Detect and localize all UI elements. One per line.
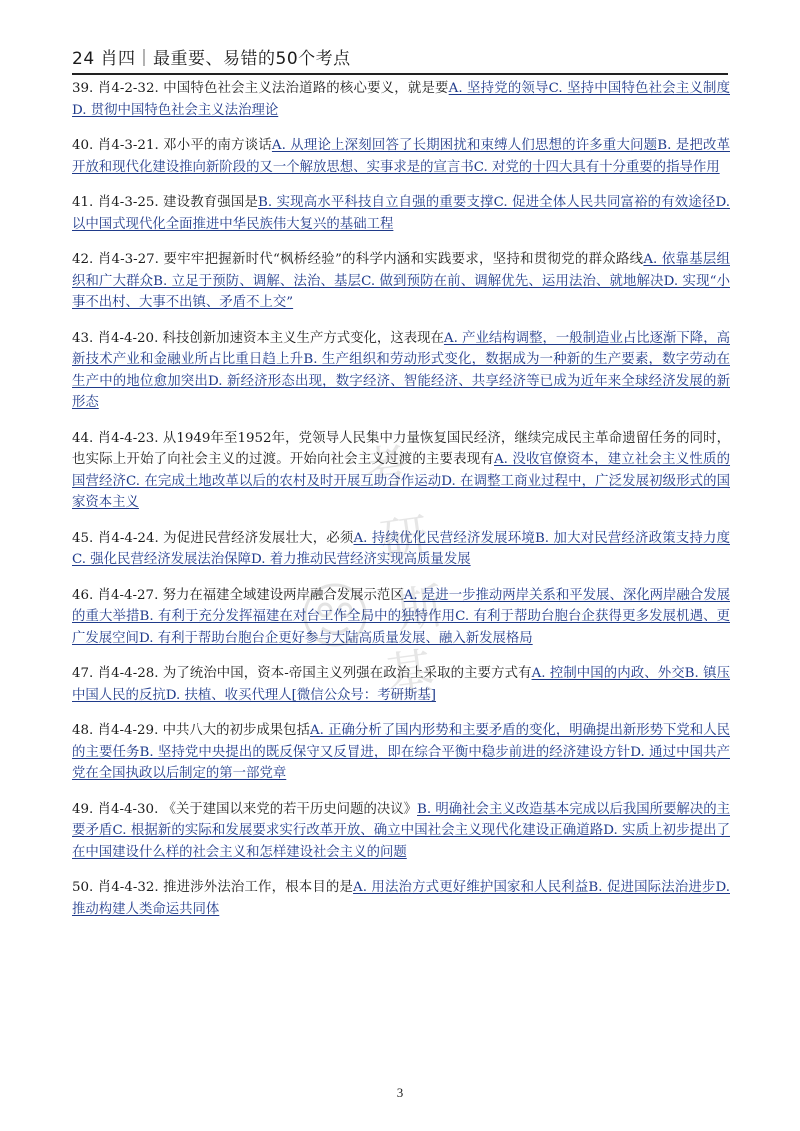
question-answer: A. 是进一步推动两岸关系和平发展、深化两岸融合发展的重大举措B. 有利于充分发挥福建在对台工作全局中的独特作用C. 有利于帮助台胞台企获得更多发展机遇、更广发展空间D. 有利于帮助台胞台企更好参与大陆高质量发展、融入新发展格局	[72, 587, 730, 646]
question-answer: A. 控制中国的内政、外交B. 镇压中国人民的反抗D. 扶植、收买代理人[微信公众号：考研斯基]	[72, 666, 731, 703]
question-answer: A. 从理论上深刻回答了长期困扰和束缚人们思想的许多重大问题B. 是把改革开放和现代化建设推向新阶段的又一个解放思想、实事求是的宣言书C. 对党的十四大具有十分重要的指导作用	[72, 138, 730, 175]
question-number: 47.	[72, 666, 94, 681]
question-item	[72, 328, 730, 414]
question-item	[72, 877, 730, 920]
question-item	[72, 249, 730, 314]
question-answer: A. 正确分析了国内形势和主要矛盾的变化，明确提出新形势下党和人民的主要任务B. 坚持党中央提出的既反保守又反冒进，即在综合平衡中稳步前进的经济建设方针D. 通过中国共产党在全国执政以后制定的第一部党章	[72, 723, 730, 781]
question-item	[72, 78, 730, 121]
question-number: 39.	[72, 81, 94, 96]
question-number: 40.	[72, 138, 94, 153]
question-number: 46.	[72, 587, 94, 603]
question-prompt: 肖4-4-24. 为促进民营经济发展壮大，必须	[93, 530, 354, 546]
question-answer: A. 没收官僚资本，建立社会主义性质的国营经济C. 在完成土地改革以后的农村及时开展互助合作运动D. 在调整工商业过程中，广泛发展初级形式的国家资本主义	[72, 452, 731, 510]
question-list	[72, 78, 730, 934]
header-title: 24 肖四｜最重要、易错的50个考点	[72, 49, 351, 69]
question-prompt: 肖4-3-21. 邓小平的南方谈话	[93, 138, 272, 153]
question-item	[72, 135, 730, 178]
page-header	[72, 44, 728, 75]
question-prompt: 肖4-4-32. 推进涉外法治工作，根本目的是	[93, 880, 354, 895]
question-prompt: 肖4-2-32. 中国特色社会主义法治道路的核心要义，就是要	[93, 81, 449, 96]
question-answer: B. 实现高水平科技自立自强的重要支撑C. 促进全体人民共同富裕的有效途径D. 以中国式现代化全面推进中华民族伟大复兴的基础工程	[72, 195, 730, 232]
question-item	[72, 799, 730, 864]
watermark-char: 基	[381, 642, 438, 706]
question-prompt: 肖4-4-20. 科技创新加速资本主义生产方式变化，这表现在	[93, 330, 444, 346]
question-prompt: 肖4-4-29. 中共八大的初步成果包括	[93, 723, 310, 738]
question-answer: A. 持续优化民营经济发展环境B. 加大对民营经济政策支持力度C. 强化民营经济发展法治保障D. 着力推动民营经济实现高质量发展	[72, 530, 730, 567]
question-prompt: 肖4-3-27. 要牢牢把握新时代“枫桥经验”的科学内涵和实践要求，坚持和贯彻党的群众路线	[93, 252, 644, 267]
question-item	[72, 428, 730, 514]
question-item	[72, 192, 730, 235]
page-number: 3	[396, 1085, 404, 1100]
question-item	[72, 663, 730, 706]
question-number: 48.	[72, 723, 94, 738]
question-prompt: 肖4-4-27. 努力在福建全域建设两岸融合发展示范区	[93, 587, 404, 603]
question-number: 43.	[72, 330, 94, 346]
question-answer: B. 明确社会主义改造基本完成以后我国所要解决的主要矛盾C. 根据新的实际和发展要求实行改革开放、确立中国社会主义现代化建设正确道路D. 实质上初步提出了在中国建设什么样的社会主义和怎样建设社会主义的问题	[72, 801, 730, 860]
watermark-char: 研	[376, 507, 433, 571]
question-answer: A. 产业结构调整，一般制造业占比逐渐下降，高新技术产业和金融业所占比重日趋上升B. 生产组织和劳动形式变化，数据成为一种新的生产要素，数字劳动在生产中的地位愈加突出D. 新经济形态出现，数字经济、智能经济、共享经济等已成为近年来全球经济发展的新形态	[72, 330, 730, 410]
question-answer: A. 依靠基层组织和广大群众B. 立足于预防、调解、法治、基层C. 做到预防在前、调解优先、运用法治、就地解决D. 实现“小事不出村、大事不出镇、矛盾不上交”	[72, 252, 730, 310]
question-prompt: 肖4-4-30. 《关于建国以来党的若干历史问题的决议》	[93, 801, 418, 817]
question-answer: A. 用法治方式更好维护国家和人民利益B. 促进国际法治进步D. 推动构建人类命运共同体	[72, 880, 730, 917]
question-prompt: 肖4-3-25. 建设教育强国是	[93, 195, 259, 210]
question-answer: A. 坚持党的领导C. 坚持中国特色社会主义制度D. 贯彻中国特色社会主义法治理论	[72, 81, 730, 118]
question-number: 44.	[72, 430, 94, 446]
question-number: 50.	[72, 880, 94, 895]
question-prompt: 肖4-4-28. 为了统治中国，资本-帝国主义列强在政治上采取的主要方式有	[93, 666, 532, 681]
question-item	[72, 720, 730, 785]
question-item	[72, 585, 730, 650]
watermark-char: 考	[356, 437, 413, 501]
question-number: 41.	[72, 195, 94, 210]
question-number: 49.	[72, 801, 94, 817]
watermark-char: 斯	[391, 577, 448, 641]
question-number: 42.	[72, 252, 94, 267]
question-number: 45.	[72, 530, 94, 546]
question-item	[72, 528, 730, 571]
question-prompt: 肖4-4-23. 从1949年至1952年，党领导人民集中力量恢复国民经济，继续完成民主革命遗留任务的同时，也实际上开始了向社会主义的过渡。开始向社会主义过渡的主要表现有	[72, 430, 730, 467]
